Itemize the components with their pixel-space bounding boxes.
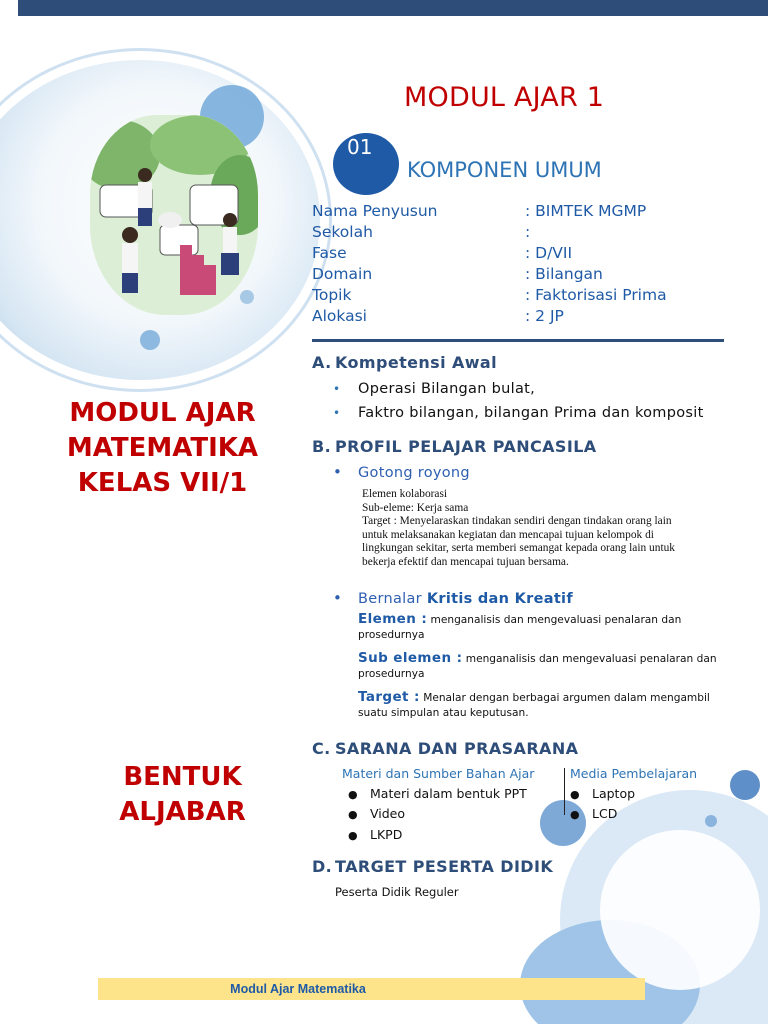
sub-elemen-block: [358, 651, 730, 682]
elemen-text: menganalisis dan mengevaluasi penalaran dan prosedurnya: [358, 614, 682, 641]
info-value: : 2 JP: [525, 307, 564, 325]
target-text: Menalar dengan berbagai argumen dalam mengambil suatu simpulan atau keputusan.: [358, 692, 710, 719]
section-d-title: TARGET PESERTA DIDIK: [335, 857, 554, 876]
decorative-dot: [730, 770, 760, 800]
list-item: [333, 405, 704, 421]
page-title: MODUL AJAR 1: [404, 82, 605, 113]
info-label: Nama Penyusun: [312, 202, 438, 220]
section-title: KOMPONEN UMUM: [407, 158, 602, 182]
module-subtitle: [90, 760, 275, 830]
decorative-circle: [600, 830, 760, 990]
list-item: [348, 786, 527, 801]
description-line: lingkungan sekitar, serta memberi semangat kepada orang lain untuk: [362, 542, 676, 555]
students-illustration: [90, 115, 258, 315]
list-item: [333, 463, 470, 481]
list-item: [333, 381, 535, 397]
info-value: : Faktorisasi Prima: [525, 286, 667, 304]
materi-column-heading: Materi dan Sumber Bahan Ajar: [342, 766, 535, 781]
list-item-text: Gotong royong: [358, 465, 470, 481]
media-column-heading: Media Pembelajaran: [570, 766, 698, 781]
list-item-text: Laptop: [592, 786, 636, 801]
list-item: [333, 589, 573, 607]
decorative-dot: [140, 330, 160, 350]
description-line: Elemen kolaborasi: [362, 488, 448, 500]
target-key: Target :: [358, 689, 420, 705]
list-item-text: LKPD: [370, 827, 403, 842]
list-item-text: LCD: [592, 806, 618, 821]
module-subtitle-line: BENTUK: [123, 762, 242, 792]
list-item: [348, 806, 405, 821]
decorative-dot: [705, 815, 717, 827]
list-item: [570, 806, 617, 821]
section-c-heading: [312, 739, 578, 758]
bullet-icon: ●: [348, 788, 358, 801]
bullet-icon: •: [333, 406, 341, 420]
bullet-icon: •: [333, 589, 343, 607]
module-subtitle-line: ALJABAR: [119, 797, 246, 827]
bullet-icon: •: [333, 463, 343, 481]
section-number: 01: [347, 135, 373, 159]
section-b-heading: [312, 437, 597, 456]
bullet-icon: ●: [348, 829, 358, 842]
list-item-text: Bernalar: [358, 591, 427, 607]
section-letter: B.: [312, 437, 332, 456]
module-title-line: MODUL AJAR: [69, 398, 256, 428]
module-title: [40, 396, 285, 501]
elemen-block: [358, 612, 730, 643]
elemen-key: Elemen :: [358, 611, 428, 627]
list-item-bold-text: Kritis dan Kreatif: [426, 591, 573, 607]
description-line: bekerja efektif dan mencapai tujuan bersama.: [362, 555, 569, 568]
description-line: Sub-eleme: Kerja sama: [362, 501, 469, 514]
info-label: Domain: [312, 265, 373, 283]
list-item-text: Operasi Bilangan bulat,: [358, 381, 536, 397]
column-divider: [564, 768, 565, 815]
bullet-icon: ●: [570, 808, 580, 821]
description-line: Target : Menyelaraskan tindakan sendiri dengan tindakan orang lain: [362, 515, 672, 528]
info-value: : Bilangan: [525, 265, 603, 283]
list-item-text: Materi dalam bentuk PPT: [370, 786, 527, 801]
list-item-text: Video: [370, 806, 406, 821]
section-a-heading: [312, 353, 497, 372]
target-block: [358, 690, 730, 721]
section-letter: D.: [312, 857, 333, 876]
section-b-title: PROFIL PELAJAR PANCASILA: [335, 437, 597, 456]
info-value: :: [525, 223, 531, 241]
info-label: Sekolah: [312, 223, 373, 241]
top-bar: [18, 0, 768, 16]
info-label: Topik: [312, 286, 352, 304]
section-a-title: Kompetensi Awal: [335, 353, 497, 372]
footer-text: Modul Ajar Matematika: [230, 982, 366, 996]
info-label: Alokasi: [312, 307, 367, 325]
sub-elemen-key: Sub elemen :: [358, 650, 463, 666]
description-line: untuk melaksanakan kegiatan dan mencapai tujuan kelompok di: [362, 528, 654, 541]
bullet-icon: ●: [570, 788, 580, 801]
section-letter: A.: [312, 353, 332, 372]
target-peserta-text: Peserta Didik Reguler: [335, 885, 459, 899]
list-item-text: Faktro bilangan, bilangan Prima dan komposit: [358, 405, 704, 421]
section-c-title: SARANA DAN PRASARANA: [335, 739, 579, 758]
section-d-heading: [312, 857, 553, 876]
module-title-line: MATEMATIKA: [66, 433, 259, 463]
section-letter: C.: [312, 739, 331, 758]
sub-elemen-text: menganalisis dan mengevaluasi penalaran dan prosedurnya: [358, 653, 717, 680]
info-value: : D/VII: [525, 244, 573, 262]
list-item: [570, 786, 635, 801]
gotong-royong-description: [362, 488, 732, 570]
info-value: : BIMTEK MGMP: [525, 202, 647, 220]
bullet-icon: •: [333, 382, 341, 396]
decorative-dot: [240, 290, 254, 304]
divider: [312, 339, 724, 342]
module-title-line: KELAS VII/1: [77, 468, 248, 498]
bullet-icon: ●: [348, 808, 358, 821]
list-item: [348, 827, 402, 842]
info-label: Fase: [312, 244, 347, 262]
